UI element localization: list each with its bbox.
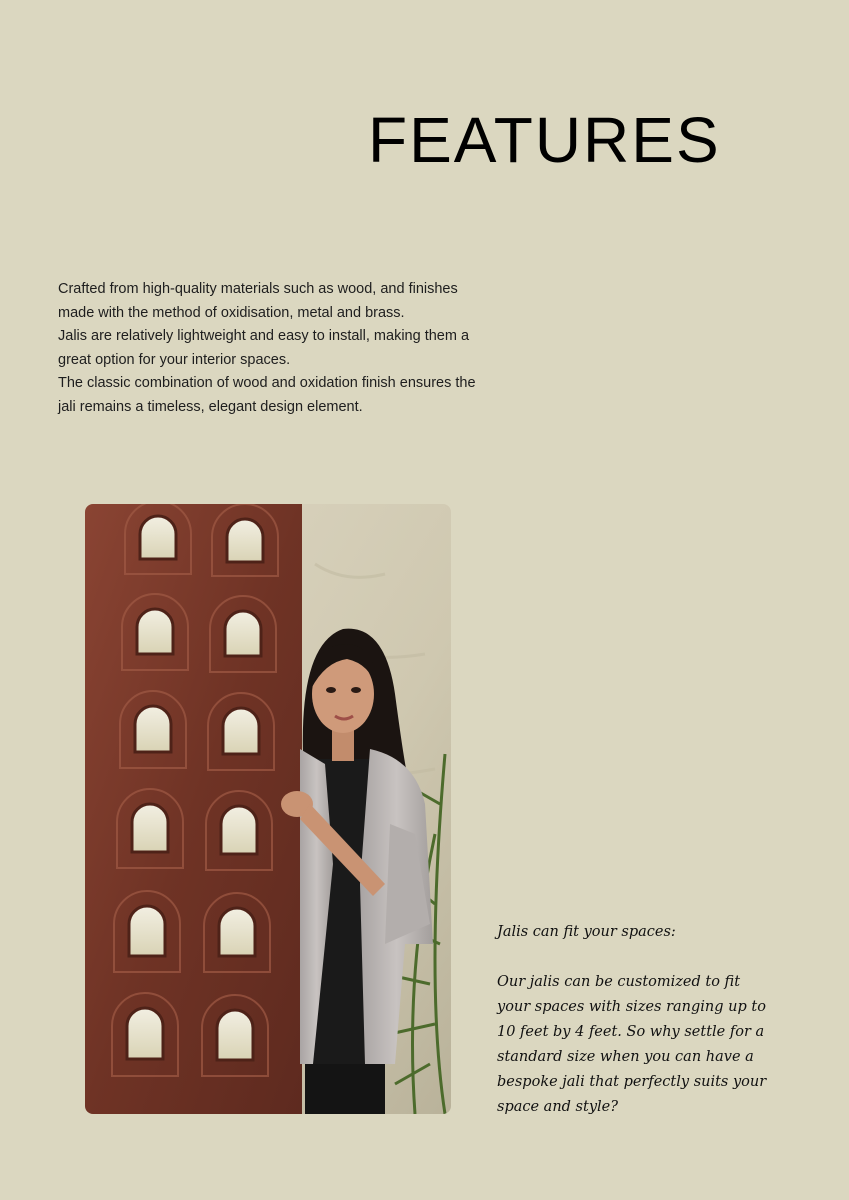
intro-paragraph-materials: Crafted from high-quality materials such as wood, and finishes made with the method of oxidisation, metal and brass.: [58, 281, 458, 321]
intro-text: [58, 278, 488, 419]
side-heading: Jalis can fit your spaces:: [497, 924, 676, 940]
page-title: FEATURES: [368, 104, 721, 176]
jali-photo: [85, 504, 451, 1114]
intro-paragraph-finish: The classic combination of wood and oxidation finish ensures the jali remains a timeless, elegant design element.: [58, 375, 476, 415]
paragraph-gap: [497, 945, 767, 970]
side-body: Our jalis can be customized to fit your spaces with sizes ranging up to 10 feet by 4 feet. So why settle for a standard size when you can have a bespoke jali that perfectly suits your space and style?: [497, 974, 767, 1115]
side-note: [497, 920, 767, 1120]
intro-paragraph-install: Jalis are relatively lightweight and easy to install, making them a great option for your interior spaces.: [58, 328, 470, 368]
